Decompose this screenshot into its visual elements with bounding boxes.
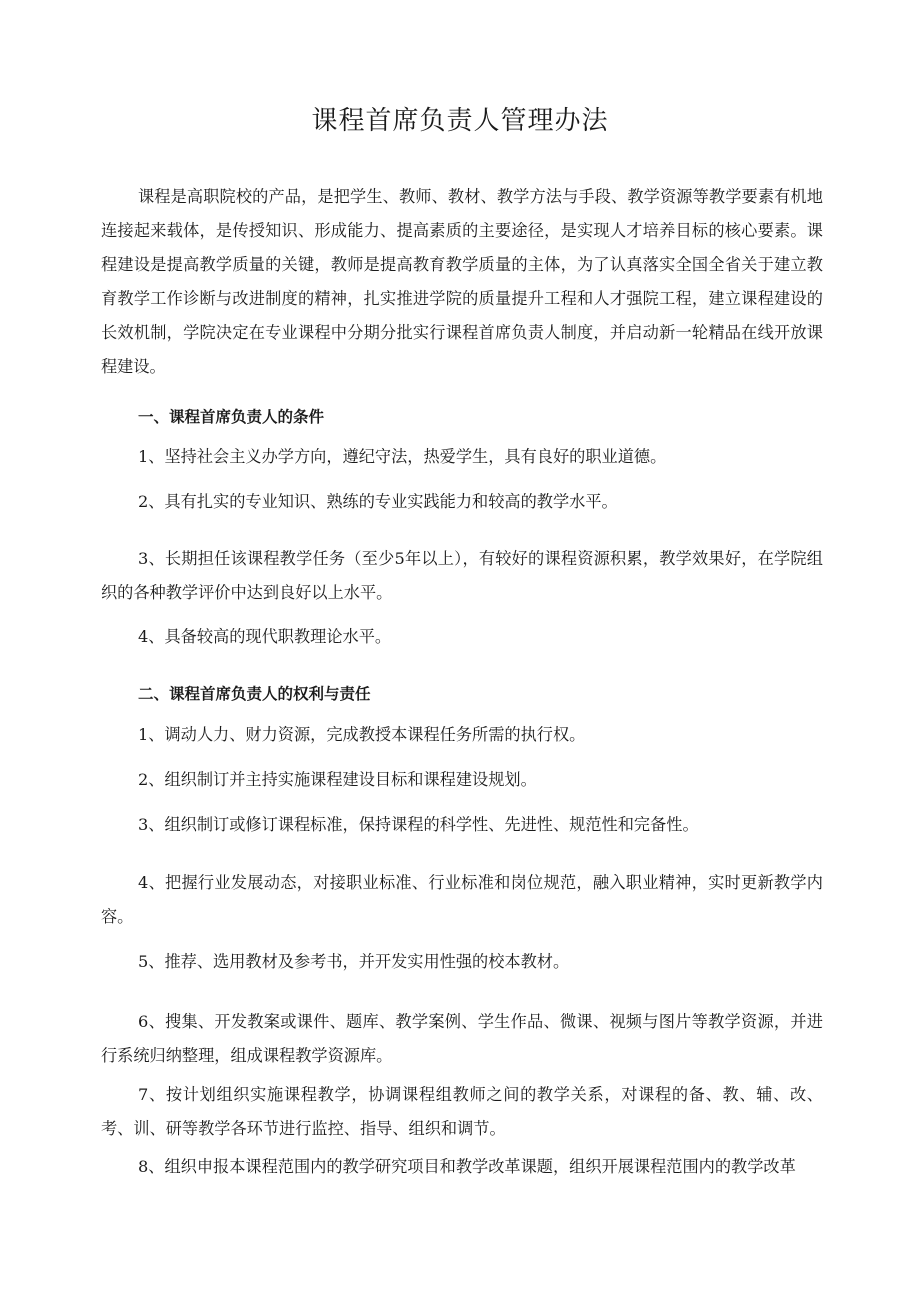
rights-item-8: 8、组织申报本课程范围内的教学研究项目和教学改革课题，组织开展课程范围内的教学改革 [138,1157,796,1176]
rights-item-1: 1、调动人力、财力资源，完成教授本课程任务所需的执行权。 [138,725,586,744]
condition-item-2: 2、具有扎实的专业知识、熟练的专业实践能力和较高的教学水平。 [138,492,618,511]
intro-paragraph: 课程是高职院校的产品，是把学生、教师、教材、教学方法与手段、教学资源等教学要素有机地连接起来载体，是传授知识、形成能力、提高素质的主要途径，是实现人才培养目标的核心要素。课程建设是提高教学质量的关键，教师是提高教育教学质量的主体，为了认真落实全国全省关于建立教育教学工作诊断与改进制度的精神，扎实推进学院的质量提升工程和人才强院工程，建立课程建设的长效机制，学院决定在专业课程中分期分批实行课程首席负责人制度，并启动新一轮精品在线开放课程建设。 [101,187,823,376]
rights-item-2: 2、组织制订并主持实施课程建设目标和课程建设规划。 [138,770,537,789]
rights-item-5: 5、推荐、选用教材及参考书，并开发实用性强的校本教材。 [138,952,570,971]
condition-item-1: 1、坚持社会主义办学方向，遵纪守法，热爱学生，具有良好的职业道德。 [138,447,667,466]
condition-item-4: 4、具备较高的现代职教理论水平。 [138,627,392,646]
rights-item-7: 7、按计划组织实施课程教学，协调课程组教师之间的教学关系，对课程的备、教、辅、改、考、训、研等教学各环节进行监控、指导、组织和调节。 [101,1085,823,1138]
document-title: 课程首席负责人管理办法 [311,106,609,136]
condition-item-3: 3、长期担任该课程教学任务（至少5年以上），有较好的课程资源积累，教学效果好，在学院组织的各种教学评价中达到良好以上水平。 [101,549,823,602]
rights-item-4: 4、把握行业发展动态，对接职业标准、行业标准和岗位规范，融入职业精神，实时更新教学内容。 [101,873,823,926]
rights-item-3: 3、组织制订或修订课程标准，保持课程的科学性、先进性、规范性和完备性。 [138,815,699,834]
section-heading-rights: 二、课程首席负责人的权利与责任 [138,685,371,703]
rights-item-6: 6、搜集、开发教案或课件、题库、教学案例、学生作品、微课、视频与图片等教学资源，并进行系统归纳整理，组成课程教学资源库。 [101,1012,823,1065]
section-heading-conditions: 一、课程首席负责人的条件 [138,408,325,426]
